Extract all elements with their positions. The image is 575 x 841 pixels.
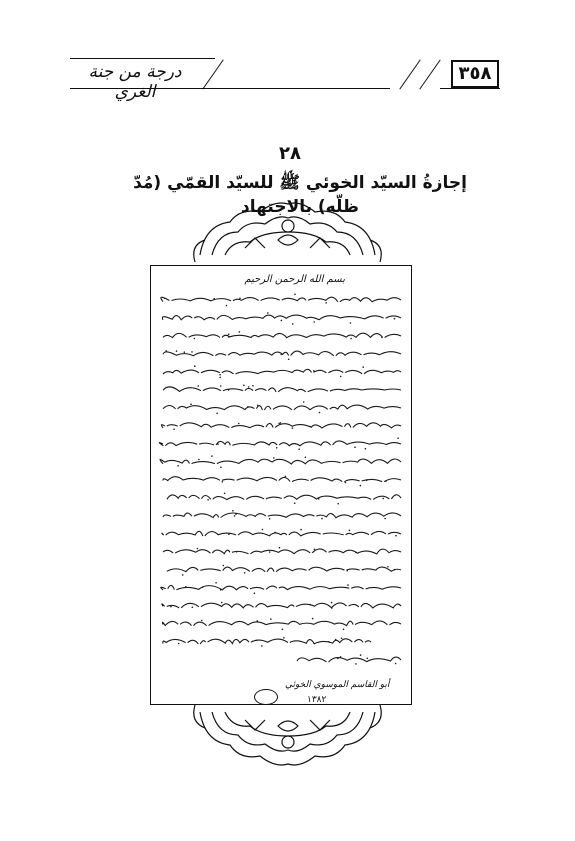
manuscript-body [157,272,405,705]
manuscript-line [161,422,401,430]
manuscript-line [163,510,401,520]
manuscript-line [159,437,401,450]
page-number: ٣٥٨ [451,60,499,88]
basmala: بسم الله الرحمن الرحيم [244,274,345,285]
manuscript-line [161,365,401,378]
manuscript-line [165,493,401,505]
manuscript-line [162,618,401,630]
manuscript-line [161,312,401,325]
document-title: إجازةُ السيّد الخوئي ﷺ للسيّد القمّي (مُدّ ظلّه) بالاجتهاد [133,173,467,217]
manuscript-line [162,602,401,609]
section-number: ٢٨ [279,143,301,164]
manuscript-line [161,294,401,307]
manuscript-line [163,637,371,647]
manuscript-line [295,654,401,664]
manuscript-line [160,455,401,468]
manuscript-line [161,582,401,594]
signature-date: ١٣٨٢ [307,695,327,705]
seal-stamp [254,689,278,705]
signature: أبو القاسم الموسوي الخوئي [285,680,390,690]
manuscript-line [161,350,401,360]
handwritten-lines [157,272,405,698]
manuscript-line [163,331,401,339]
manuscript-line [163,385,401,392]
manuscript-line [161,547,401,554]
manuscript-line [161,529,401,537]
manuscript-line [167,565,401,576]
manuscript-image [150,265,412,705]
manuscript-line [163,401,401,414]
manuscript-line [163,476,401,487]
running-title: درجة من جنة الغري [88,62,182,102]
